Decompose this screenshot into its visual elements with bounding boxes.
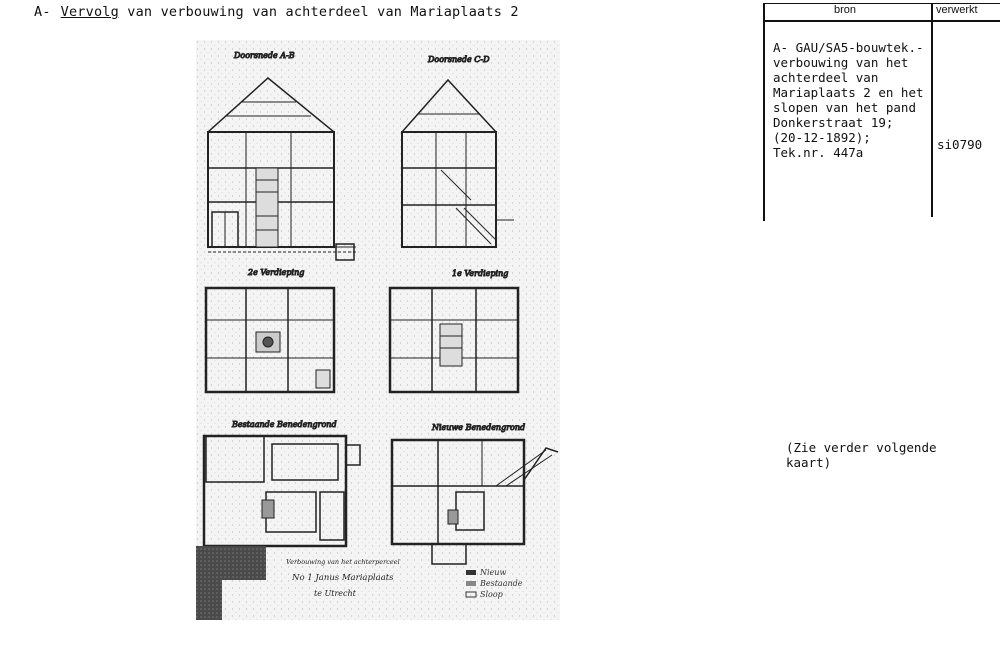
stamp-line-1: Verbouwing van het achterperceel [286,558,400,566]
heading-prefix: A- [34,4,51,20]
label-floor-right: 1e Verdieping [452,269,509,278]
stamp-line-3: te Utrecht [314,589,356,598]
drawing-svg [196,40,560,620]
legend-item-3: Sloop [480,590,503,599]
label-ground-right: Nieuwe Benedengrond [432,423,526,432]
column-header-bron: bron [834,4,857,16]
legend-swatch-2 [466,581,476,586]
label-section-left: Doorsnede A-B [234,51,295,60]
label-section-right: Doorsnede C-D [428,55,490,64]
architectural-drawing [196,40,560,620]
stamp-line-2: No 1 Janus Mariaplaats [292,573,394,583]
page-heading [34,4,519,20]
legend-swatch-1 [466,570,476,575]
legend-item-2: Bestaande [480,579,523,588]
paper-background [196,40,560,620]
table-header-rule [763,20,1000,22]
table-left-rule [763,3,765,221]
heading-vervolg: Vervolg [60,4,119,20]
label-floor-left: 2e Verdieping [248,268,305,277]
continuation-note: (Zie verder volgende kaart) [786,440,937,470]
bron-cell: A- GAU/SA5-bouwtek.- verbouwing van het achterdeel van Mariaplaats 2 en het slopen van het pand Donkerstraat 19; (20-12-1892); Tek.nr. 447a [773,40,924,160]
verwerkt-cell: si0790 [937,137,983,152]
legend-item-1: Nieuw [480,568,507,577]
label-ground-left: Bestaande Benedengrond [232,420,337,429]
column-header-verwerkt: verwerkt [936,4,978,16]
heading-rest: van verbouwing van achterdeel van Mariaplaats 2 [118,4,519,20]
